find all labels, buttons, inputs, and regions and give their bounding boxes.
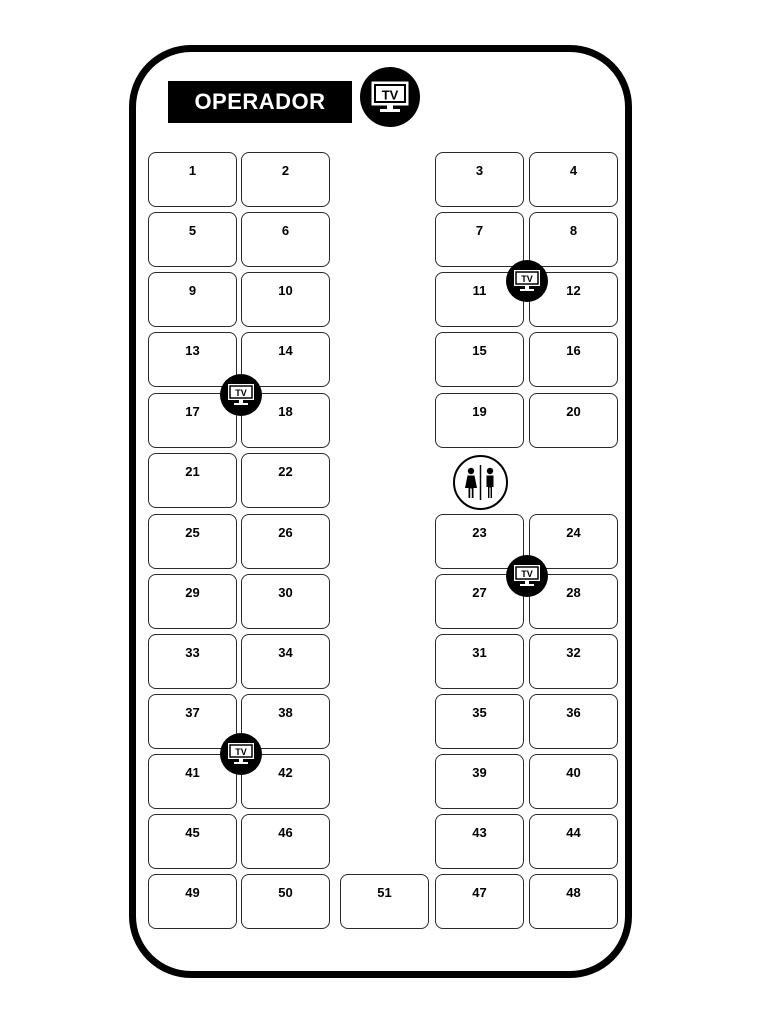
seat-number: 36 <box>566 705 581 720</box>
seat-number: 11 <box>472 283 487 298</box>
seat-3[interactable] <box>435 152 524 207</box>
seat-number: 43 <box>472 825 487 840</box>
seat-22[interactable] <box>241 453 330 508</box>
seat-number: 38 <box>278 705 293 720</box>
restroom-icon <box>453 455 508 510</box>
seat-34[interactable] <box>241 634 330 689</box>
seat-19[interactable] <box>435 393 524 448</box>
seat-9[interactable] <box>148 272 237 327</box>
seat-1[interactable] <box>148 152 237 207</box>
seat-number: 10 <box>278 283 293 298</box>
tv-icon <box>506 260 548 302</box>
tv-icon <box>220 374 262 416</box>
seat-number: 6 <box>281 223 290 238</box>
seat-8[interactable] <box>529 212 618 267</box>
seat-33[interactable] <box>148 634 237 689</box>
seat-number: 27 <box>472 585 487 600</box>
seat-10[interactable] <box>241 272 330 327</box>
seat-36[interactable] <box>529 694 618 749</box>
seat-44[interactable] <box>529 814 618 869</box>
seat-number: 26 <box>278 525 293 540</box>
seat-number: 20 <box>566 404 581 419</box>
seat-51[interactable] <box>340 874 429 929</box>
seat-number: 9 <box>188 283 197 298</box>
seat-35[interactable] <box>435 694 524 749</box>
seat-number: 24 <box>566 525 581 540</box>
seat-number: 4 <box>569 163 578 178</box>
seat-4[interactable] <box>529 152 618 207</box>
seat-48[interactable] <box>529 874 618 929</box>
seat-number: 31 <box>472 645 487 660</box>
seat-30[interactable] <box>241 574 330 629</box>
seat-number: 15 <box>472 343 487 358</box>
seat-number: 33 <box>185 645 200 660</box>
seat-number: 46 <box>278 825 293 840</box>
tv-icon <box>506 555 548 597</box>
seat-number: 47 <box>472 885 487 900</box>
seat-number: 28 <box>566 585 581 600</box>
seat-number: 32 <box>566 645 581 660</box>
seat-47[interactable] <box>435 874 524 929</box>
seat-number: 13 <box>185 343 200 358</box>
seat-number: 16 <box>566 343 581 358</box>
seat-number: 25 <box>185 525 200 540</box>
seat-13[interactable] <box>148 332 237 387</box>
seat-50[interactable] <box>241 874 330 929</box>
seat-number: 1 <box>188 163 197 178</box>
seat-number: 50 <box>278 885 293 900</box>
operator-tv-text: TV <box>381 87 399 103</box>
seat-45[interactable] <box>148 814 237 869</box>
seat-number: 35 <box>472 705 487 720</box>
seat-31[interactable] <box>435 634 524 689</box>
operator-label: OPERADOR <box>168 81 352 123</box>
seat-number: 44 <box>566 825 581 840</box>
seat-5[interactable] <box>148 212 237 267</box>
seat-49[interactable] <box>148 874 237 929</box>
seat-39[interactable] <box>435 754 524 809</box>
seat-40[interactable] <box>529 754 618 809</box>
tv-label: TV <box>521 274 533 284</box>
seat-number: 37 <box>185 705 200 720</box>
seat-26[interactable] <box>241 514 330 569</box>
seat-number: 45 <box>185 825 200 840</box>
seat-number: 22 <box>278 464 293 479</box>
seat-number: 23 <box>472 525 487 540</box>
seat-16[interactable] <box>529 332 618 387</box>
seat-number: 39 <box>472 765 487 780</box>
seat-number: 29 <box>185 585 200 600</box>
seat-number: 51 <box>377 885 392 900</box>
tv-label: TV <box>521 569 533 579</box>
seat-7[interactable] <box>435 212 524 267</box>
seat-number: 12 <box>566 283 581 298</box>
operator-tv-icon <box>360 67 420 127</box>
tv-label: TV <box>235 388 247 398</box>
seat-6[interactable] <box>241 212 330 267</box>
seat-25[interactable] <box>148 514 237 569</box>
tv-label: TV <box>235 747 247 757</box>
seat-43[interactable] <box>435 814 524 869</box>
seat-2[interactable] <box>241 152 330 207</box>
seat-number: 49 <box>185 885 200 900</box>
seat-29[interactable] <box>148 574 237 629</box>
seat-number: 42 <box>278 765 293 780</box>
seat-21[interactable] <box>148 453 237 508</box>
seat-15[interactable] <box>435 332 524 387</box>
seat-20[interactable] <box>529 393 618 448</box>
seat-number: 41 <box>185 765 200 780</box>
seat-32[interactable] <box>529 634 618 689</box>
seat-number: 34 <box>278 645 293 660</box>
seat-46[interactable] <box>241 814 330 869</box>
seat-number: 30 <box>278 585 293 600</box>
seat-number: 21 <box>185 464 200 479</box>
seat-number: 5 <box>188 223 197 238</box>
seat-number: 3 <box>475 163 484 178</box>
seat-number: 14 <box>278 343 293 358</box>
seat-number: 19 <box>472 404 487 419</box>
seat-number: 17 <box>185 404 200 419</box>
tv-icon <box>220 733 262 775</box>
seat-number: 18 <box>278 404 293 419</box>
seat-number: 8 <box>569 223 578 238</box>
seat-number: 7 <box>475 223 484 238</box>
seat-number: 48 <box>566 885 581 900</box>
seat-number: 2 <box>281 163 290 178</box>
seat-number: 40 <box>566 765 581 780</box>
